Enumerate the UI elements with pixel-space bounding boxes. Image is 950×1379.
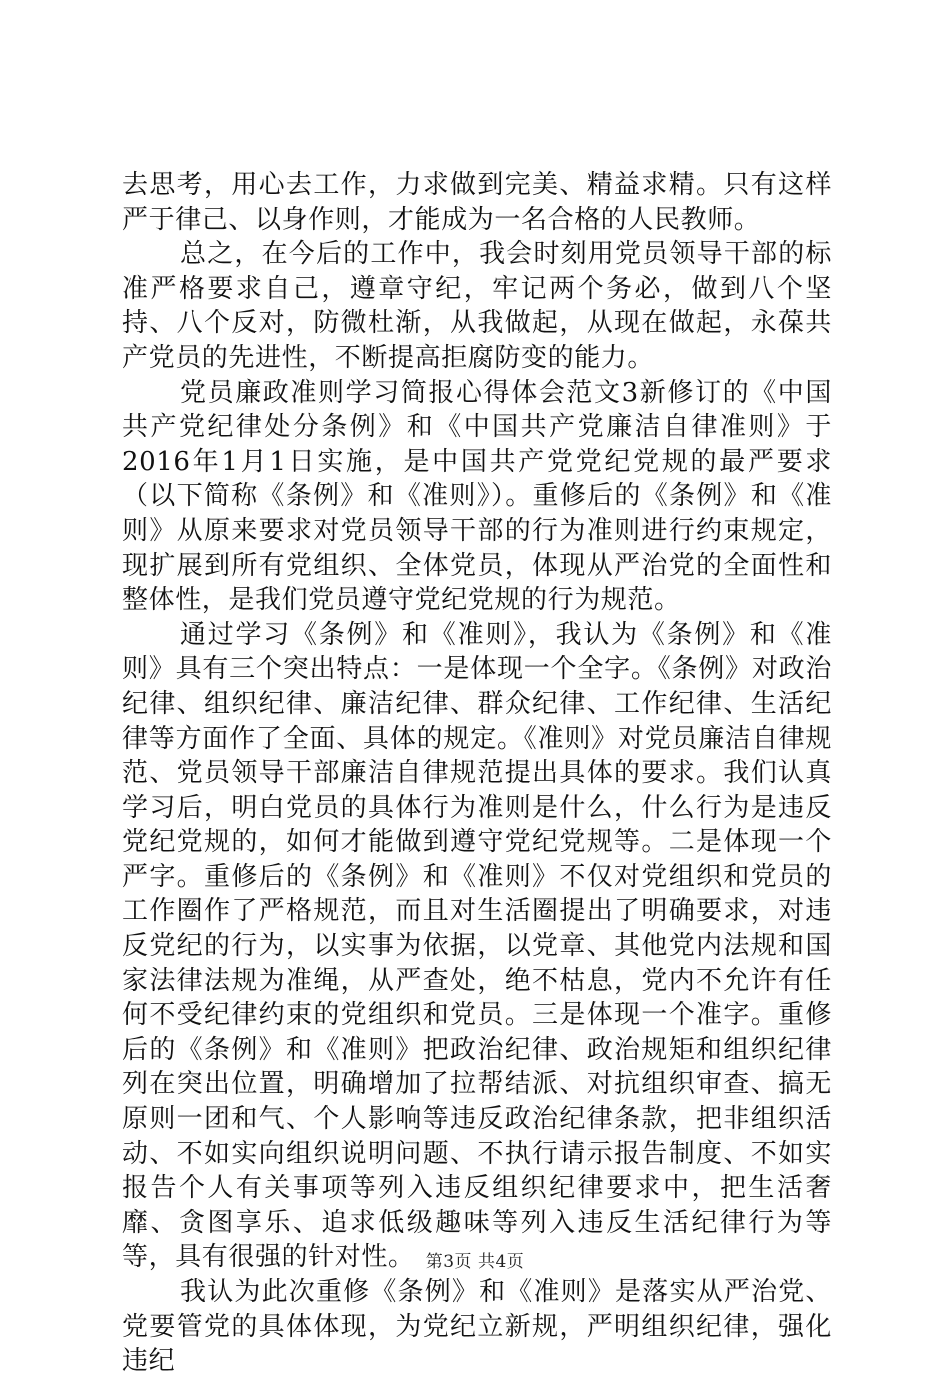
paragraph-2: 总之，在今后的工作中，我会时刻用党员领导干部的标准严格要求自己，遵章守纪，牢记两个务必，做到八个坚持、八个反对，防微杜渐，从我做起，从现在做起，永葆共产党员的先进性，不断提高拒腐防变的能力。 (122, 239, 832, 373)
paragraph-3: 党员廉政准则学习简报心得体会范文3新修订的《中国共产党纪律处分条例》和《中国共产党廉洁自律准则》于2016年1月1日实施，是中国共产党党纪党规的最严要求（以下简称《条例》和《准则》）。重修后的《条例》和《准则》从原来要求对党员领导干部的行为准则进行约束规定，现扩展到所有党组织、全体党员，体现从严治党的全面性和整体性，是我们党员遵守党纪党规的行为规范。 (122, 377, 832, 616)
page-number-footer: 第3页 共4页 (425, 1252, 525, 1272)
document-body (122, 168, 832, 1379)
paragraph-1: 去思考，用心去工作，力求做到完美、精益求精。只有这样严于律己、以身作则，才能成为一名合格的人民教师。 (122, 170, 832, 235)
paragraph-5: 我认为此次重修《条例》和《准则》是落实从严治党、党要管党的具体体现，为党纪立新规，严明组织纪律，强化违纪 (122, 1277, 832, 1377)
paragraph-4: 通过学习《条例》和《准则》，我认为《条例》和《准则》具有三个突出特点：一是体现一个全字。《条例》对政治纪律、组织纪律、廉洁纪律、群众纪律、工作纪律、生活纪律等方面作了全面、具体的规定。《准则》对党员廉洁自律规范、党员领导干部廉洁自律规范提出具体的要求。我们认真学习后，明白党员的具体行为准则是什么，什么行为是违反党纪党规的，如何才能做到遵守党纪党规等。二是体现一个严字。重修后的《条例》和《准则》不仅对党组织和党员的工作圈作了严格规范，而且对生活圈提出了明确要求，对违反党纪的行为，以实事为依据，以党章、其他党内法规和国家法律法规为准绳，从严查处，绝不枯息，党内不允许有任何不受纪律约束的党组织和党员。三是体现一个准字。重修后的《条例》和《准则》把政治纪律、政治规矩和组织纪律列在突出位置，明确增加了拉帮结派、对抗组织审查、搞无原则一团和气、个人影响等违反政治纪律条款，把非组织活动、不如实向组织说明问题、不执行请示报告制度、不如实报告个人有关事项等列入违反组织纪律要求中，把生活奢靡、贪图享乐、追求低级趣味等列入违反生活纪律行为等等，具有很强的针对性。 (122, 619, 832, 1273)
